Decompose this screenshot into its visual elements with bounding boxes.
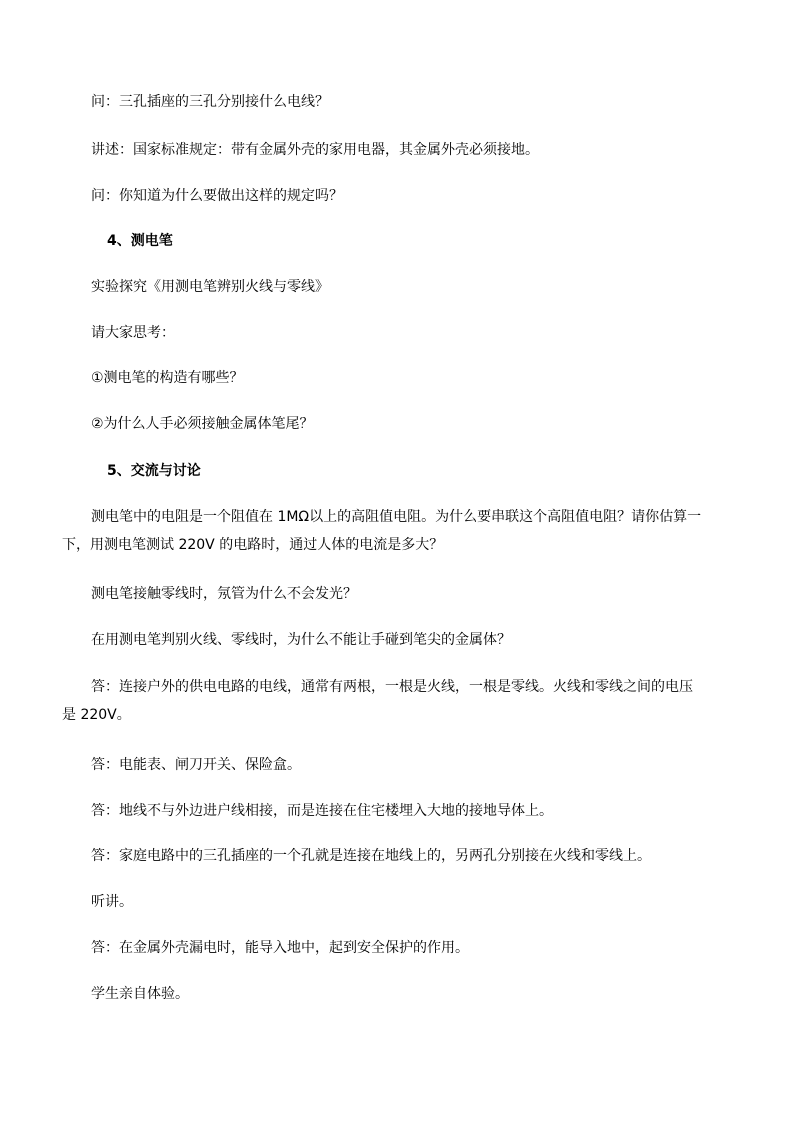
listen-lecture: 听讲。 [91, 894, 133, 910]
question-touch-metal-tail: ②为什么人手必须接触金属体笔尾？ [91, 416, 314, 432]
student-experience: 学生亲自体验。 [91, 986, 189, 1002]
section-heading-test-pen: 4、测电笔 [107, 233, 173, 249]
think-prompt: 请大家思考： [91, 325, 175, 341]
answer-socket-ground-hole: 答：家庭电路中的三孔插座的一个孔就是连接在地线上的，另两孔分别接在火线和零线上。 [91, 848, 651, 864]
answer-meter-switch-fuse: 答：电能表、闸刀开关、保险盒。 [91, 757, 301, 773]
lecture-national-standard: 讲述：国家标准规定：带有金属外壳的家用电器，其金属外壳必须接地。 [91, 142, 539, 158]
answer-safety-protection: 答：在金属外壳漏电时，能导入地中，起到安全保护的作用。 [91, 940, 469, 956]
section-heading-discussion: 5、交流与讨论 [107, 463, 201, 479]
answer-ground-wire: 答：地线不与外边进户线相接，而是连接在住宅楼埋入大地的接地导体上。 [91, 803, 553, 819]
discussion-resistor-paragraph: 测电笔中的电阻是一个阻值在 1MΩ以上的高阻值电阻。为什么要串联这个高阻值电阻？请你估算一下，用测电笔测试 220V 的电路时，通过人体的电流是多大？ [62, 509, 702, 553]
question-pen-tip: 在用测电笔判别火线、零线时，为什么不能让手碰到笔尖的金属体？ [91, 632, 511, 648]
question-neon-tube: 测电笔接触零线时，氖管为什么不会发光？ [91, 586, 357, 602]
answer-live-neutral-wires: 答：连接户外的供电电路的电线，通常有两根，一根是火线，一根是零线。火线和零线之间的电压是 220V。 [62, 679, 693, 723]
question-three-hole-socket: 问：三孔插座的三孔分别接什么电线？ [91, 94, 329, 110]
question-structure: ①测电笔的构造有哪些？ [91, 370, 244, 386]
question-why-rule: 问：你知道为什么要做出这样的规定吗？ [91, 188, 343, 204]
experiment-title: 实验探究《用测电笔辨别火线与零线》 [91, 279, 329, 295]
